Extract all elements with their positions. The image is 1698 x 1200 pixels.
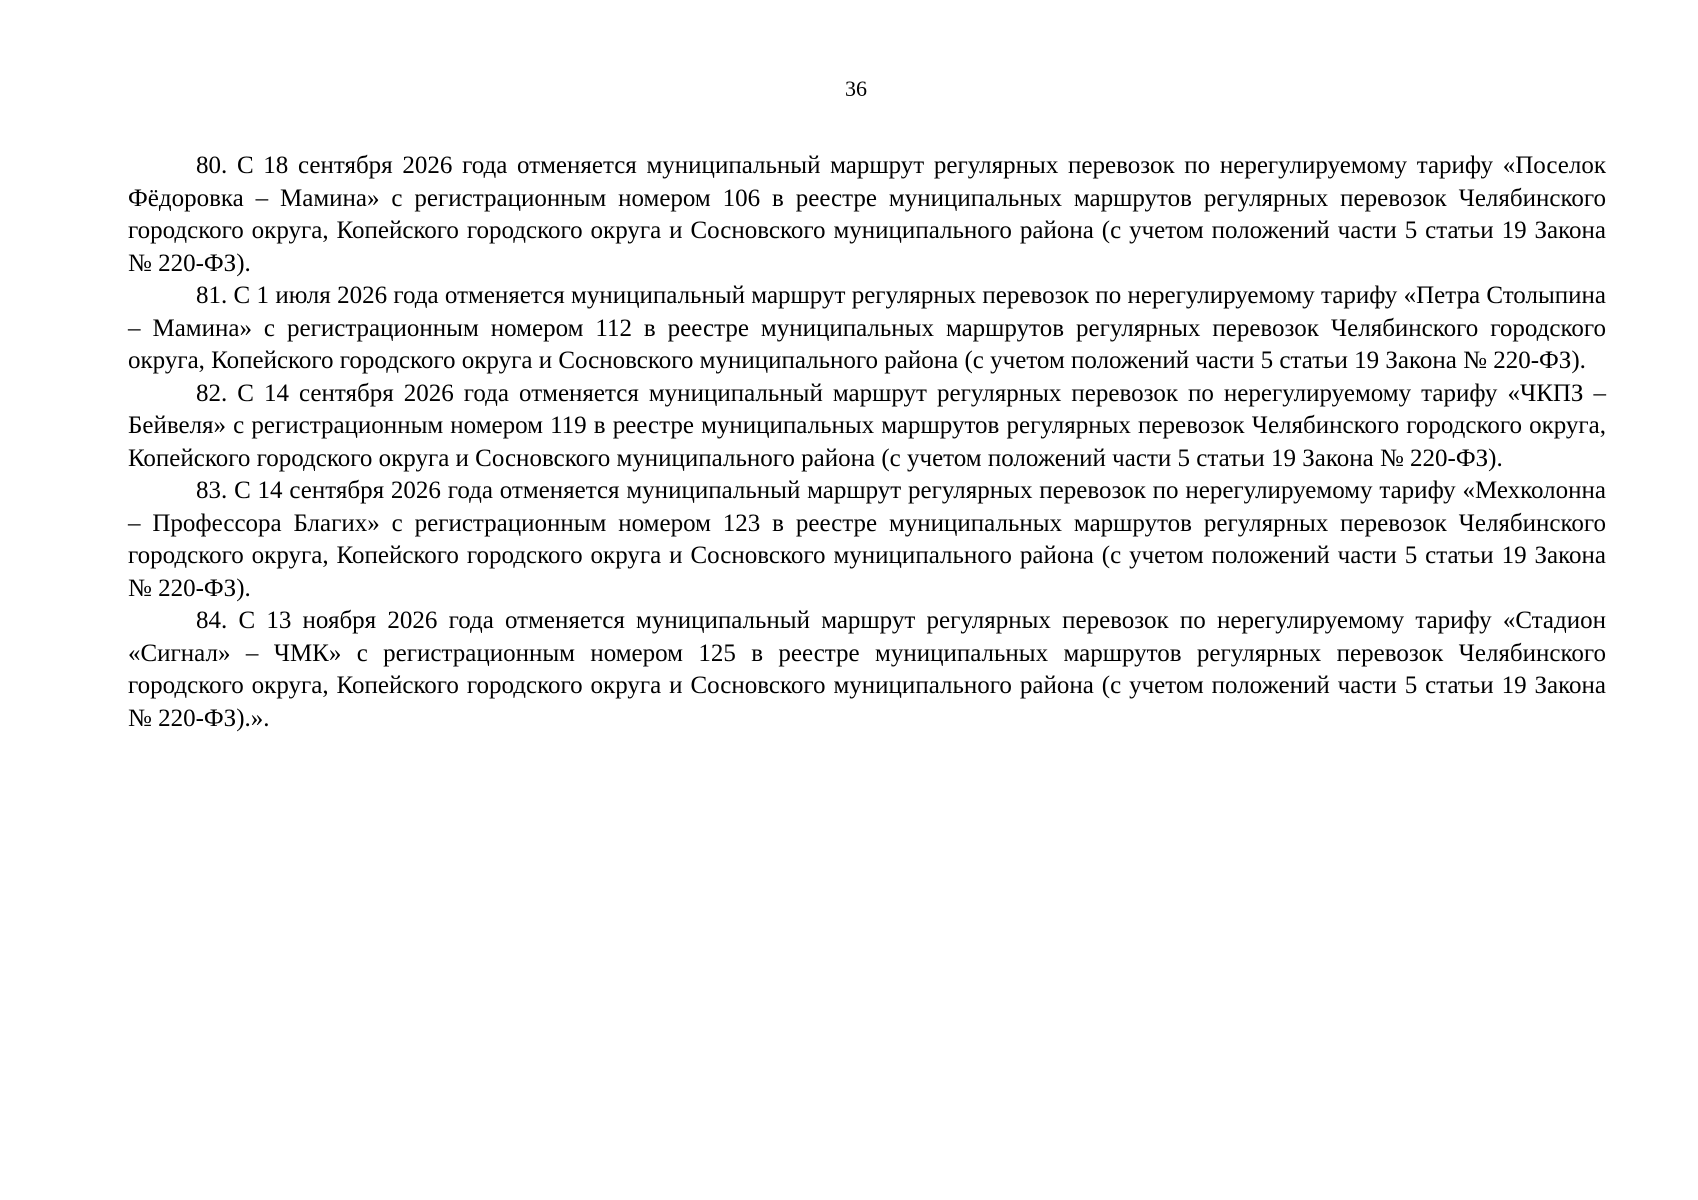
- paragraph-83: 83. С 14 сентября 2026 года отменяется муниципальный маршрут регулярных перевозок по нерегулируемому тарифу «Мехколонна – Профессора Благих» с регистрационным номером 123 в реестре муниципальных маршрутов регулярных перевозок Челябинского городского округа, Копейского городского округа и Сосновского муниципального района (с учетом положений части 5 статьи 19 Закона № 220-ФЗ).: [128, 477, 1606, 602]
- paragraph-81: 81. С 1 июля 2026 года отменяется муниципальный маршрут регулярных перевозок по нерегулируемому тарифу «Петра Столыпина – Мамина» с регистрационным номером 112 в реестре муниципальных маршрутов регулярных перевозок Челябинского городского округа, Копейского городского округа и Сосновского муниципального района (с учетом положений части 5 статьи 19 Закона № 220-ФЗ).: [128, 282, 1606, 374]
- document-body: [128, 150, 1606, 735]
- paragraph-82: 82. С 14 сентября 2026 года отменяется муниципальный маршрут регулярных перевозок по нерегулируемому тарифу «ЧКПЗ – Бейвеля» с регистрационным номером 119 в реестре муниципальных маршрутов регулярных перевозок Челябинского городского округа, Копейского городского округа и Сосновского муниципального района (с учетом положений части 5 статьи 19 Закона № 220-ФЗ).: [128, 379, 1606, 472]
- page-number: 36: [845, 76, 867, 101]
- paragraph-80: 80. С 18 сентября 2026 года отменяется муниципальный маршрут регулярных перевозок по нерегулируемому тарифу «Поселок Фёдоровка – Мамина» с регистрационным номером 106 в реестре муниципальных маршрутов регулярных перевозок Челябинского городского округа, Копейского городского округа и Сосновского муниципального района (с учетом положений части 5 статьи 19 Закона № 220-ФЗ).: [128, 152, 1606, 277]
- paragraph-84: 84. С 13 ноября 2026 года отменяется муниципальный маршрут регулярных перевозок по нерегулируемому тарифу «Стадион «Сигнал» – ЧМК» с регистрационным номером 125 в реестре муниципальных маршрутов регулярных перевозок Челябинского городского округа, Копейского городского округа и Сосновского муниципального района (с учетом положений части 5 статьи 19 Закона № 220-ФЗ).».: [128, 607, 1606, 732]
